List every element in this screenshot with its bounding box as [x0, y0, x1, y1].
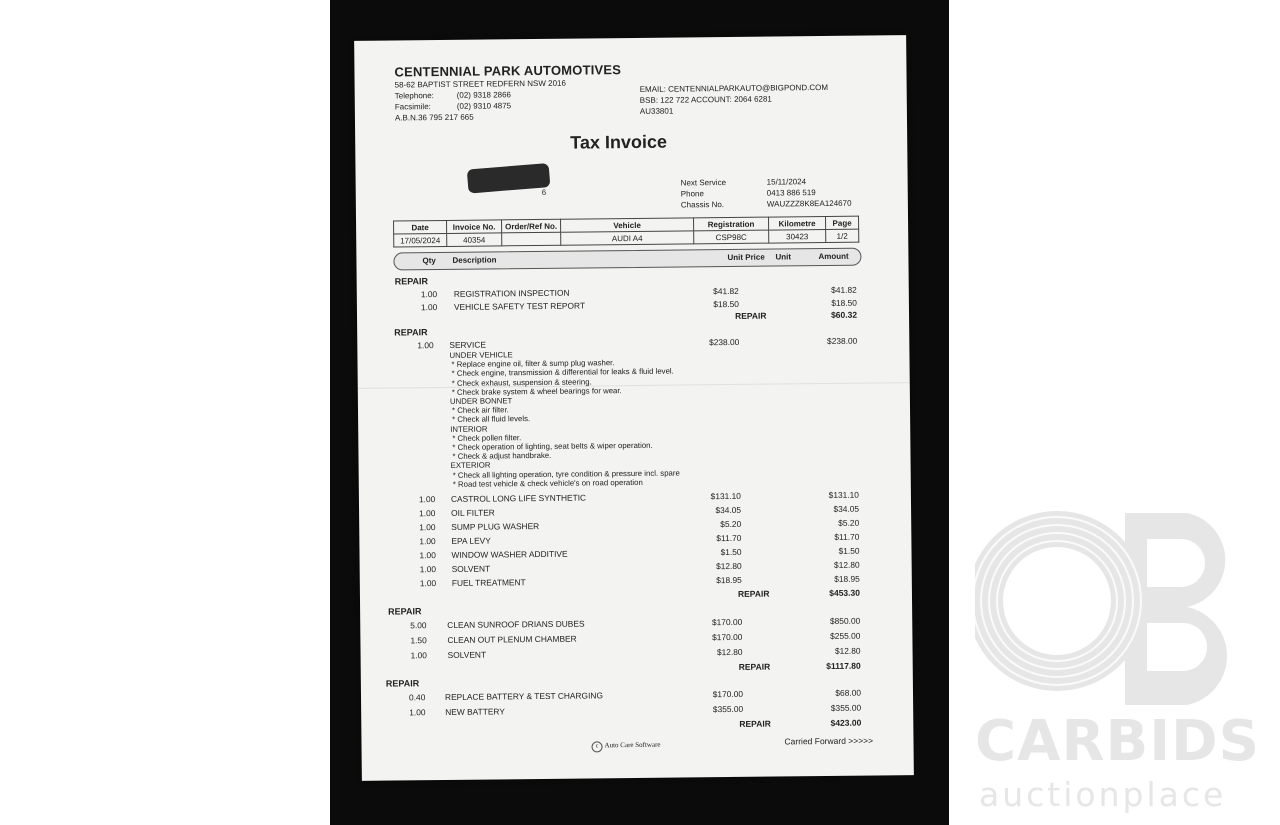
phone-label: Phone	[680, 189, 704, 199]
service-info	[681, 176, 852, 211]
info-header-order-ref: Order/Ref No.	[502, 219, 561, 233]
section-total: $453.30	[829, 587, 860, 598]
line-qty: 1.00	[417, 340, 434, 351]
col-description: Description	[452, 255, 497, 265]
line-qty: 0.40	[408, 692, 426, 703]
service-note: * Check all lighting operation, tyre condition & pressure incl. spare	[452, 468, 680, 480]
service-note: INTERIOR	[450, 424, 488, 434]
info-kilometre: 30423	[769, 229, 826, 243]
info-registration: CSP98C	[694, 230, 769, 244]
line-description: VEHICLE SAFETY TEST REPORT	[453, 300, 586, 312]
line-amount: $5.20	[838, 517, 860, 528]
chassis-value: WAUZZZ8K8EA124670	[766, 198, 852, 209]
service-note: * Check brake system & wheel bearings for wear.	[451, 385, 622, 397]
info-header-page: Page	[826, 216, 859, 229]
line-amount: $238.00	[826, 335, 858, 346]
info-header-vehicle: Vehicle	[561, 218, 694, 232]
invoice-info-table	[393, 216, 859, 248]
info-header-registration: Registration	[694, 217, 769, 231]
line-amount: $12.80	[833, 559, 860, 570]
line-items-header-bar	[393, 248, 861, 271]
software-logo	[591, 741, 660, 753]
line-qty: 1.00	[419, 550, 436, 561]
line-description: NEW BATTERY	[445, 706, 505, 717]
info-page: 1/2	[826, 229, 859, 242]
company-abn: A.B.N.36 795 217 665	[394, 112, 474, 123]
telephone-label: Telephone:	[394, 91, 434, 101]
section-label: REPAIR	[388, 606, 422, 617]
watermark-brand: CARBIDS	[975, 709, 1260, 774]
line-unit-price: $5.20	[720, 518, 742, 530]
line-qty: 1.00	[409, 707, 426, 718]
line-description: OIL FILTER	[451, 507, 495, 518]
line-amount: $850.00	[829, 615, 861, 626]
line-description: CLEAN SUNROOF DRIANS DUBES	[447, 618, 585, 630]
line-qty: 1.00	[410, 650, 427, 661]
line-description: SOLVENT	[447, 649, 487, 660]
line-amount: $12.80	[834, 645, 861, 656]
line-description: EPA LEVY	[451, 535, 491, 546]
service-note: * Replace engine oil, filter & sump plug washer.	[451, 358, 615, 370]
line-description: CASTROL LONG LIFE SYNTHETIC	[450, 492, 587, 504]
redacted-customer-name	[467, 163, 551, 193]
company-code: AU33801	[639, 106, 674, 116]
line-description: REPLACE BATTERY & TEST CHARGING	[444, 690, 603, 702]
line-description: WINDOW WASHER ADDITIVE	[451, 548, 568, 560]
line-unit-price: $11.70	[716, 532, 742, 544]
line-amount: $18.50	[831, 297, 857, 308]
section-total: $1117.80	[826, 660, 861, 672]
fingerprint-b-logo-icon	[975, 505, 1255, 705]
info-order-ref	[502, 232, 561, 246]
invoice-title: Tax Invoice	[570, 131, 668, 153]
carried-forward: Carried Forward >>>>>	[784, 735, 874, 747]
telephone-value: (02) 9318 2866	[456, 90, 512, 100]
line-amount: $11.70	[834, 531, 860, 542]
line-qty: 5.00	[410, 620, 427, 631]
customer-name-tail: 6	[541, 187, 547, 197]
line-amount: $131.10	[828, 489, 859, 500]
line-description: CLEAN OUT PLENUM CHAMBER	[447, 633, 577, 645]
software-name: Auto Care Software	[604, 740, 661, 750]
invoice-paper	[354, 35, 914, 781]
line-amount: $355.00	[830, 702, 862, 713]
service-note: * Check engine, transmission & differential for leaks & fluid level.	[451, 366, 674, 379]
carbids-watermark	[975, 505, 1260, 815]
copyright-circle-icon: c	[591, 741, 602, 752]
service-note: * Check pollen filter.	[452, 432, 522, 443]
line-unit-price: $170.00	[712, 631, 743, 643]
company-bank: BSB: 122 722 ACCOUNT: 2064 6281	[639, 94, 772, 105]
col-unit: Unit	[775, 252, 792, 262]
service-note: * Road test vehicle & check vehicle's on road operation	[452, 477, 643, 489]
line-description: FUEL TREATMENT	[451, 577, 526, 588]
watermark-subtitle: auctionplace	[979, 775, 1227, 814]
company-details	[395, 78, 567, 124]
line-qty: 1.00	[419, 564, 437, 575]
line-unit-price: $12.80	[716, 646, 743, 658]
next-service-value: 15/11/2024	[766, 177, 807, 187]
line-description: SUMP PLUG WASHER	[451, 520, 540, 532]
line-unit-price: $34.05	[715, 504, 742, 516]
line-unit-price: $170.00	[711, 616, 743, 628]
section-total-label: REPAIR	[734, 310, 767, 321]
paper-fold-line	[358, 382, 910, 389]
info-header-invoice-no: Invoice No.	[447, 220, 502, 234]
line-amount: $1.50	[838, 545, 860, 556]
col-unit-price: Unit Price	[727, 252, 765, 263]
section-label: REPAIR	[394, 276, 429, 287]
line-unit-price: $12.80	[715, 560, 742, 572]
col-qty: Qty	[422, 256, 436, 266]
line-unit-price: $41.82	[713, 285, 739, 297]
service-note: * Check all fluid levels.	[452, 414, 531, 425]
line-amount: $34.05	[833, 503, 860, 514]
line-qty: 1.00	[420, 289, 438, 300]
line-qty: 1.00	[420, 302, 438, 313]
line-unit-price: $18.95	[716, 574, 742, 586]
company-contact	[640, 82, 829, 117]
info-date: 17/05/2024	[394, 233, 447, 247]
service-note: EXTERIOR	[450, 460, 491, 471]
line-description: REGISTRATION INSPECTION	[453, 287, 570, 299]
company-address: 58-62 BAPTIST STREET REDFERN NSW 2016	[394, 78, 566, 90]
phone-value: 0413 886 519	[766, 188, 816, 198]
line-description: SERVICE	[449, 339, 487, 350]
service-note: * Check & adjust handbrake.	[452, 451, 552, 462]
line-unit-price: $18.50	[713, 298, 739, 310]
line-description: SOLVENT	[451, 563, 491, 574]
line-qty: 1.00	[418, 494, 436, 505]
company-name: CENTENNIAL PARK AUTOMOTIVES	[394, 62, 622, 80]
info-vehicle: AUDI A4	[561, 231, 694, 245]
line-unit-price: $131.10	[710, 490, 741, 502]
section-total: $60.32	[830, 309, 858, 320]
info-header-kilometre: Kilometre	[769, 216, 826, 230]
line-qty: 1.00	[419, 508, 436, 519]
section-total: $423.00	[830, 717, 862, 728]
section-total-label: REPAIR	[737, 588, 770, 599]
line-amount: $18.95	[834, 573, 860, 584]
service-note: * Check exhaust, suspension & steering.	[451, 377, 592, 388]
line-unit-price: $170.00	[712, 688, 744, 700]
line-amount: $68.00	[835, 687, 862, 698]
info-invoice-no: 40354	[447, 233, 502, 247]
service-note: UNDER VEHICLE	[449, 350, 513, 360]
facsimile-label: Facsimile:	[394, 102, 431, 112]
line-qty: 1.00	[419, 522, 436, 533]
company-email: EMAIL: CENTENNIALPARKAUTO@BIGPOND.COM	[639, 82, 829, 94]
line-unit-price: $355.00	[712, 703, 744, 715]
section-label: REPAIR	[385, 678, 420, 689]
section-total-label: REPAIR	[739, 718, 771, 729]
section-total-label: REPAIR	[738, 661, 771, 672]
line-qty: 1.50	[410, 635, 427, 646]
service-note: * Check air filter.	[451, 405, 509, 416]
chassis-label: Chassis No.	[680, 200, 725, 210]
section-label: REPAIR	[394, 327, 428, 338]
line-amount: $255.00	[830, 630, 861, 641]
service-note: UNDER BONNET	[449, 396, 513, 406]
line-amount: $41.82	[831, 284, 857, 295]
line-qty: 1.00	[419, 536, 436, 547]
col-amount: Amount	[818, 251, 849, 262]
service-note: * Check operation of lighting, seat belts & wiper operation.	[452, 440, 653, 452]
next-service-label: Next Service	[680, 178, 727, 188]
facsimile-value: (02) 9310 4875	[456, 101, 512, 111]
info-header-date: Date	[394, 220, 447, 234]
line-unit-price: $238.00	[708, 336, 740, 348]
line-unit-price: $1.50	[720, 546, 742, 558]
line-qty: 1.00	[419, 578, 437, 589]
